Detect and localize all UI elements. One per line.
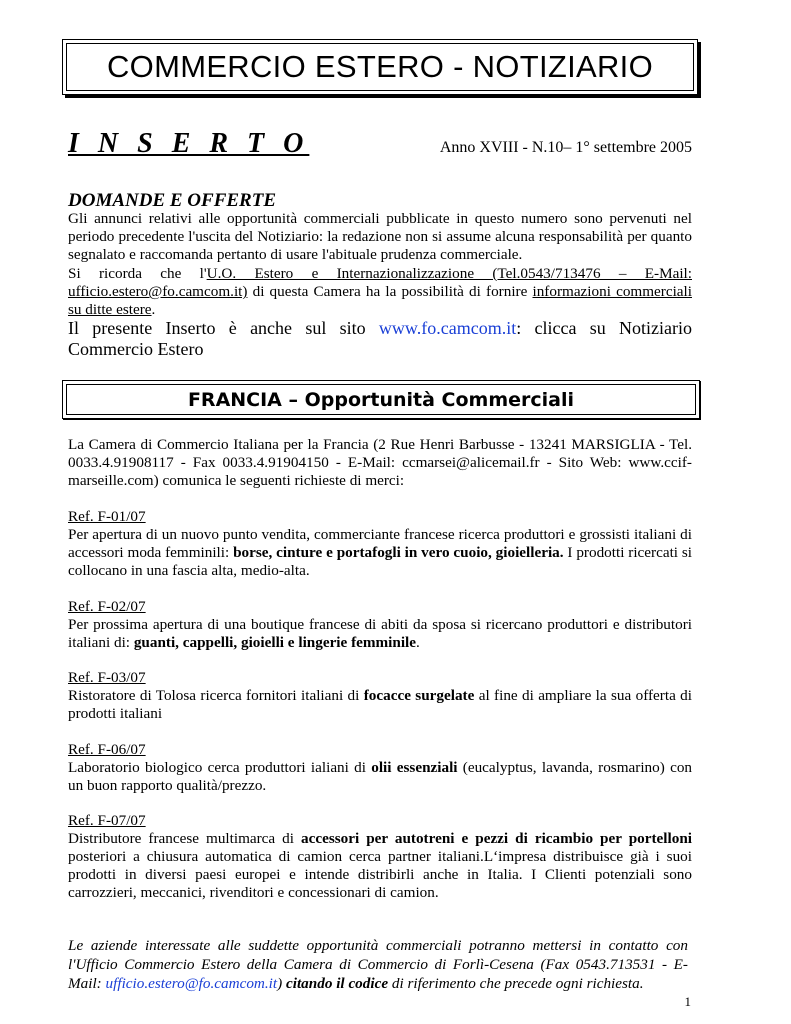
francia-title: FRANCIA – Opportunità Commerciali [66, 384, 696, 415]
issue-info: Anno XVIII - N.10– 1° settembre 2005 [439, 139, 692, 156]
ref-5-text-a: Distributore francese multimarca di [68, 830, 301, 847]
office-contact-link[interactable]: U.O. Estero e Internazionalizzazione (Tel.0543/713476 – E-Mail: ufficio.estero@fo.camcom.it) [68, 265, 692, 300]
closing-note [68, 936, 688, 993]
website-paragraph [68, 318, 692, 360]
disclaimer-paragraph: Gli annunci relativi alle opportunità commerciali pubblicate in questo numero sono pervenuti nel periodo precedente l'uscita del Notiziario: la redazione non si assume alcuna responsabilità per quanto segnalato e raccomanda pertanto di usare l'abituale prudenza commerciale. [68, 210, 692, 263]
closing-email-link[interactable]: ufficio.estero@fo.camcom.it [105, 975, 278, 992]
ref-4-products: olii essenziali [371, 759, 458, 776]
section-title-domande: DOMANDE E OFFERTE [68, 190, 276, 211]
ref-1-text-c: I prodotti ricercati si collocano in una fascia alta, medio-alta. [68, 544, 692, 579]
website-text-b: : clicca su Notiziario Commercio Estero [68, 318, 692, 359]
ref-5-text-c: posteriori a chiusura automatica di camion cerca partner italiani.L‘impresa distribuisce già i suoi prodotti in diversi paesi europei e intende distribirli anche in Italia. I Clienti potenziali sono carrozzieri, meccanici, rivenditori e concessionari di camion. [68, 848, 692, 901]
ref-1-text-a: Per apertura di un nuovo punto vendita, commerciante francese ricerca produttori e grossisti italiani di accessori moda femminili: [68, 526, 692, 561]
ref-code-3: Ref. F-03/07 [68, 669, 146, 686]
closing-bold: citando il codice [286, 975, 389, 992]
ref-code-2: Ref. F-02/07 [68, 598, 146, 615]
ref-2-text-c: . [416, 634, 420, 651]
ref-code-4: Ref. F-06/07 [68, 741, 146, 758]
ref-1-products: borse, cinture e portafogli in vero cuoio, gioielleria. [233, 544, 564, 561]
ref-body-2 [68, 616, 692, 652]
ref-3-text-a: Ristoratore di Tolosa ricerca fornitori italiani di [68, 687, 364, 704]
ref-3-products: focacce surgelate [363, 687, 475, 704]
website-text-a: Il presente Inserto è anche sul sito [68, 318, 379, 338]
ref-2-text-a: Per prossima apertura di una boutique francese di abiti da sposa si ricercano produttori e distributori italiani di: [68, 616, 692, 651]
ref-4-text-a: Laboratorio biologico cerca produttori ialiani di [68, 759, 372, 776]
closing-text-b: ) [277, 975, 286, 992]
masthead-box [62, 39, 698, 95]
website-link[interactable]: www.fo.camcom.it [378, 318, 517, 338]
ref-5-products: accessori per autotreni e pezzi di ricambio per portelloni [301, 830, 692, 847]
ref-code-1: Ref. F-01/07 [68, 508, 146, 525]
ref-body-5 [68, 830, 692, 902]
contact-paragraph [68, 265, 692, 319]
contact-text-c: . [151, 301, 156, 318]
closing-text-c: di riferimento che precede ogni richiesta. [388, 975, 644, 992]
closing-text-a: Le aziende interessate alle suddette opportunità commerciali potranno mettersi in contatto con l'Ufficio Commercio Estero della Camera di Commercio di Forlì-Cesena (Fax 0543.713531 - E-Mail: [68, 937, 688, 992]
francia-header-box [62, 380, 700, 419]
francia-intro: La Camera di Commercio Italiana per la Francia (2 Rue Henri Barbusse - 13241 MARSIGLIA - Tel. 0033.4.91908117 - Fax 0033.4.91904150 - E-Mail: ccmarsei@alicemail.fr - Sito Web: www.ccif-marseille.com) comunica le seguenti richieste di merci: [68, 436, 692, 489]
ref-body-4 [68, 759, 692, 795]
ref-3-text-c: al fine di ampliare la sua offerta di prodotti italiani [68, 687, 692, 722]
masthead-title: COMMERCIO ESTERO - NOTIZIARIO [66, 43, 694, 91]
page-number: 1 [684, 994, 691, 1009]
inserto-label: I N S E R T O [68, 128, 310, 159]
ref-4-text-c: (eucalyptus, lavanda, rosmarino) con un buon rapporto qualità/prezzo. [68, 759, 693, 794]
ref-body-3 [68, 687, 692, 723]
ref-body-1 [68, 526, 692, 580]
ref-2-products: guanti, cappelli, gioielli e lingerie femminile [133, 634, 417, 651]
commercial-info-link[interactable]: informazioni commerciali su ditte estere [68, 283, 692, 318]
contact-text-a: Si ricorda che l' [68, 265, 207, 282]
contact-text-b: di questa Camera ha la possibilità di fornire [247, 283, 533, 300]
ref-code-5: Ref. F-07/07 [68, 812, 146, 829]
